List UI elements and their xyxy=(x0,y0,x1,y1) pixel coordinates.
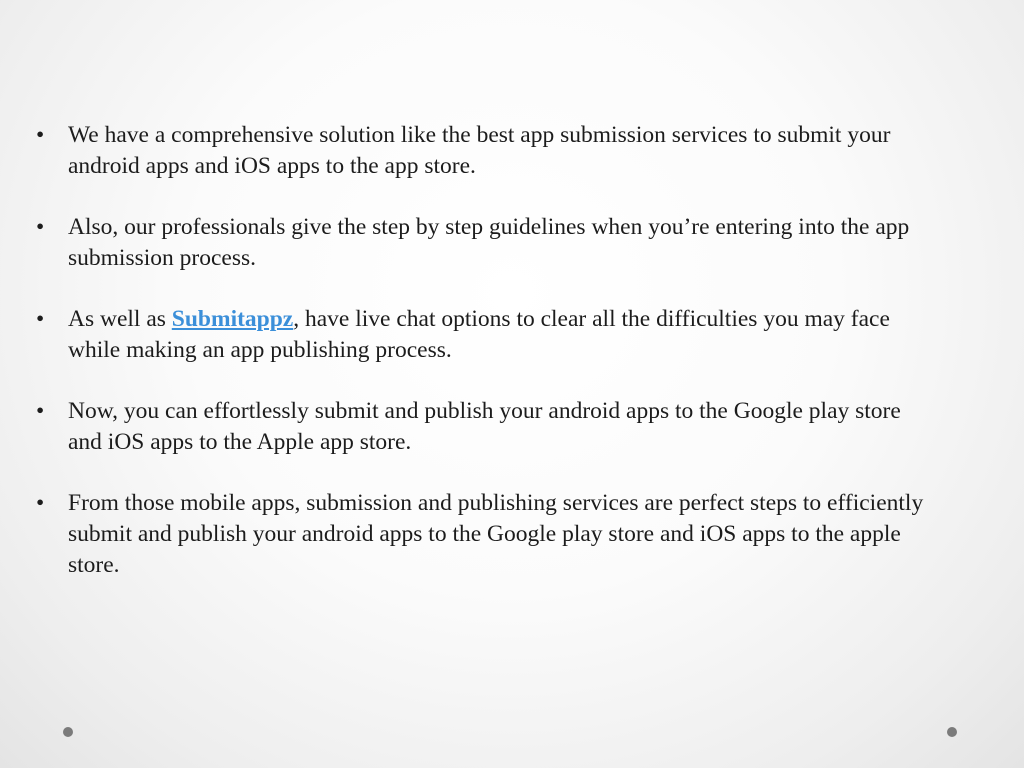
bullet-item-1 xyxy=(36,120,936,182)
bullet-text-before: As well as xyxy=(68,306,172,332)
bullet-text-after: , have live chat options to clear all the difficulties you may face while making an app publishing process. xyxy=(68,306,890,363)
bullet-text: Also, our professionals give the step by step guidelines when you’re entering into the app submission process. xyxy=(68,214,910,271)
bullet-icon: • xyxy=(36,214,45,240)
bullet-text: From those mobile apps, submission and publishing services are perfect steps to efficiently submit and publish your android apps to the Google play store and iOS apps to the apple store. xyxy=(68,490,924,578)
bullet-icon: • xyxy=(36,398,45,424)
bullet-item-4 xyxy=(36,396,936,458)
bullet-icon: • xyxy=(36,490,45,516)
bullet-list xyxy=(36,120,936,611)
bullet-icon: • xyxy=(36,306,45,332)
bullet-icon: • xyxy=(36,122,45,148)
bullet-item-5 xyxy=(36,488,936,581)
decorative-dot-icon xyxy=(63,727,73,737)
submitappz-link[interactable]: Submitappz xyxy=(171,306,294,332)
bullet-item-2 xyxy=(36,212,936,274)
decorative-dot-icon xyxy=(947,727,957,737)
bullet-text: Now, you can effortlessly submit and publish your android apps to the Google play store and iOS apps to the Apple app store. xyxy=(68,398,901,455)
bullet-text: We have a comprehensive solution like the best app submission services to submit your android apps and iOS apps to the app store. xyxy=(68,122,891,179)
bullet-item-3 xyxy=(36,304,936,366)
